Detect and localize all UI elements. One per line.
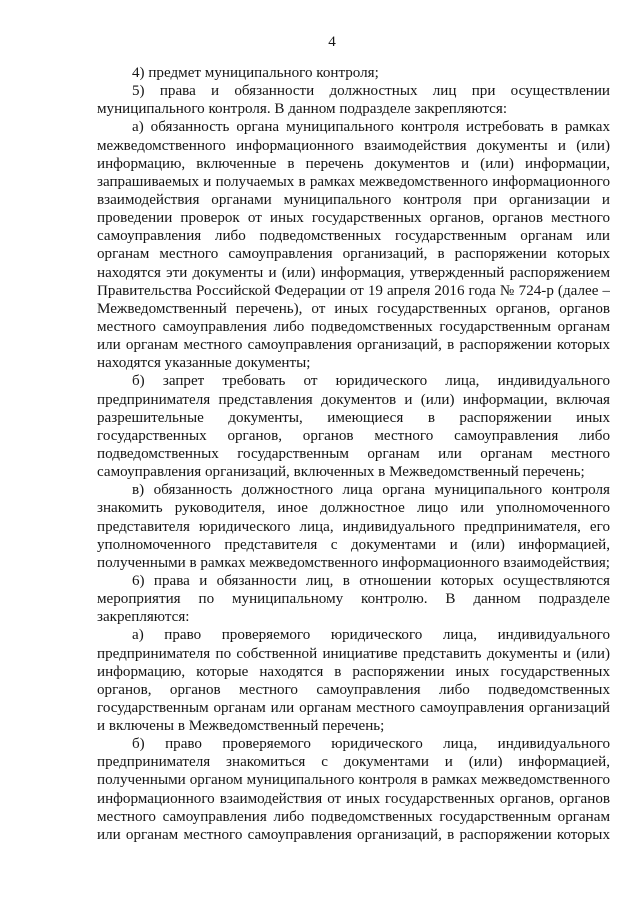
- text-line: взаимодействия органами муниципального контроля при организации и: [97, 191, 610, 208]
- text-line: информацию, включенные в перечень документов и (или) информации,: [97, 155, 610, 172]
- text-line: полученными в рамках межведомственного информационного взаимодействия;: [97, 554, 611, 571]
- text-line: б) запрет требовать от юридического лица, индивидуального: [132, 373, 610, 390]
- text-line: информацию, которые находятся в распоряжении иных государственных: [97, 663, 610, 680]
- text-line: или органам местного самоуправления организаций, в распоряжении которых: [97, 337, 610, 354]
- text-line: в) обязанность должностного лица органа муниципального контроля: [132, 482, 610, 499]
- text-line: предпринимателя по собственной инициативе представить документы и (или): [97, 645, 610, 662]
- text-line: межведомственного информационного взаимодействия документы и (или): [97, 137, 610, 154]
- text-line: местного самоуправления либо подведомственных государственным органам: [97, 318, 610, 335]
- text-line: подведомственных государственным органам или органам местного: [97, 445, 610, 462]
- text-line: закрепляются:: [97, 609, 190, 626]
- text-line: а) обязанность органа муниципального контроля истребовать в рамках: [132, 119, 610, 136]
- text-line: информационного взаимодействия от иных государственных органов, органов: [97, 790, 610, 807]
- text-line: разрешительные документы, имеющиеся в распоряжении иных: [97, 409, 610, 426]
- text-line: предпринимателя знакомиться с документами и (или) информацией,: [97, 754, 610, 771]
- text-line: представителя юридического лица, индивидуального предпринимателя, его: [97, 518, 610, 535]
- text-line: самоуправления организаций, включенных в Межведомственный перечень;: [97, 464, 585, 481]
- text-line: предпринимателя представления документов и (или) информации, включая: [97, 391, 610, 408]
- text-line: Межведомственный перечень), от иных государственных органов, органов: [97, 300, 610, 317]
- text-line: и включены в Межведомственный перечень;: [97, 718, 385, 735]
- text-line: проведении проверок от иных государственных органов, органов местного: [97, 210, 610, 227]
- text-line: находятся указанные документы;: [97, 355, 311, 372]
- text-line: местного самоуправления либо подведомственных государственным органам: [97, 808, 610, 825]
- text-line: государственным органам или органам местного самоуправления организаций: [97, 699, 610, 716]
- text-line: запрашиваемых и получаемых в рамках межведомственного информационного: [97, 173, 610, 190]
- text-line: 6) права и обязанности лиц, в отношении которых осуществляются: [132, 572, 610, 589]
- text-line: знакомить руководителя, иное должностное лицо или уполномоченного: [97, 500, 610, 517]
- text-line: уполномоченного представителя с документами и (или) информацией,: [97, 536, 610, 553]
- text-line: Правительства Российской Федерации от 19 апреля 2016 года № 724-р (далее –: [97, 282, 610, 299]
- text-line: 5) права и обязанности должностных лиц при осуществлении: [132, 83, 610, 100]
- text-line: или органам местного самоуправления организаций, в распоряжении которых: [97, 826, 610, 843]
- text-line: полученными органом муниципального контроля в рамках межведомственного: [97, 772, 610, 789]
- text-line: муниципального контроля. В данном подразделе закрепляются:: [97, 101, 508, 118]
- text-line: б) право проверяемого юридического лица, индивидуального: [132, 736, 610, 753]
- text-line: органов, органов местного самоуправления либо подведомственных: [97, 681, 610, 698]
- text-line: находятся эти документы и (или) информация, утвержденный распоряжением: [97, 264, 610, 281]
- text-line: мероприятия по муниципальному контролю. В данном подразделе: [97, 591, 610, 608]
- text-line: органам местного самоуправления организаций, в распоряжении которых: [97, 246, 610, 263]
- text-line: самоуправления либо подведомственных государственным органам или: [97, 228, 610, 245]
- text-line: 4) предмет муниципального контроля;: [132, 65, 379, 81]
- page-number: 4: [328, 34, 336, 50]
- text-line: государственных органов, органов местного самоуправления либо: [97, 427, 610, 444]
- document-body: [97, 64, 610, 844]
- text-line: а) право проверяемого юридического лица, индивидуального: [132, 627, 610, 644]
